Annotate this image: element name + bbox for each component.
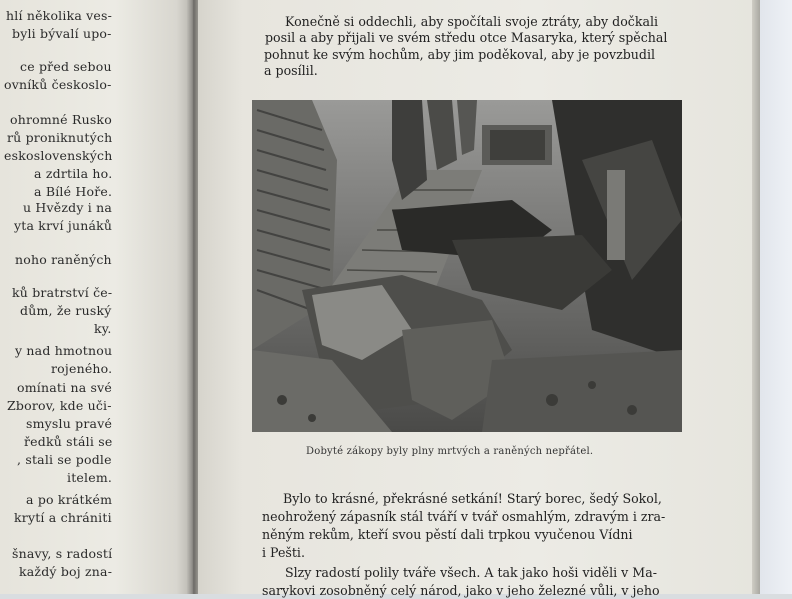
left-page-line: smyslu pravé xyxy=(26,416,113,431)
left-page-line: ků bratrství če- xyxy=(12,285,113,300)
text-line: pohnut ke svým hochům, aby jim poděkoval, aby je povzbudil xyxy=(264,47,656,62)
text-line: sarykovi zosobněný celý národ, jako v jeho železné vůli, v jeho xyxy=(262,583,660,598)
left-page-line: a Bílé Hoře. xyxy=(34,184,113,199)
left-page-line: ky. xyxy=(94,321,112,336)
text-line: neohrožený zápasník stál tváří v tvář osmahlým, zdravým i zra- xyxy=(262,509,666,524)
page-edge xyxy=(752,0,760,594)
text-line: posil a aby přijali ve svém středu otce Masaryka, který spěchal xyxy=(265,30,668,45)
left-page-line: hlí několika ves- xyxy=(6,8,113,23)
left-page-line: yta krví junáků xyxy=(14,218,113,233)
left-page-line: šnavy, s radostí xyxy=(12,546,113,561)
photo-caption: Dobyté zákopy byly plny mrtvých a raněných nepřátel. xyxy=(306,446,594,457)
left-page-text xyxy=(0,0,192,594)
left-page-line: každý boj zna- xyxy=(19,564,113,579)
left-page-line: ohromné Rusko xyxy=(10,112,112,127)
left-page-line: y nad hmotnou xyxy=(15,343,113,358)
left-page-line: u Hvězdy i na xyxy=(23,200,113,215)
left-page-line: a zdrtila ho. xyxy=(34,166,113,181)
left-page-line: noho raněných xyxy=(15,252,112,267)
left-page xyxy=(0,0,192,594)
left-page-line: ovníků českoslo- xyxy=(4,77,112,92)
left-page-line: rů proniknutých xyxy=(7,130,113,145)
left-page-line: omínati na své xyxy=(17,380,113,395)
left-page-line: dům, že ruský xyxy=(20,303,112,318)
photo-illustration xyxy=(252,100,682,432)
left-page-line: ředků stáli se xyxy=(24,434,113,449)
text-line: a posílil. xyxy=(264,63,318,78)
text-line: Konečně si oddechli, aby spočítali svoje ztráty, aby dočkali xyxy=(285,14,659,29)
trench-photograph xyxy=(252,100,682,432)
left-page-line: rojeného. xyxy=(51,361,113,376)
left-page-line: eskoslovenských xyxy=(4,148,113,163)
left-page-line: ce před sebou xyxy=(20,59,112,74)
text-line: Slzy radostí polily tváře všech. A tak jako hoši viděli v Ma- xyxy=(285,565,657,580)
left-page-line: itelem. xyxy=(67,470,113,485)
left-page-line: a po krátkém xyxy=(26,492,113,507)
left-page-line: krytí a chrániti xyxy=(14,510,112,525)
left-page-line: Zborov, kde uči- xyxy=(7,398,112,413)
text-line: i Pešti. xyxy=(262,545,305,560)
text-line: něným rekům, kteří svou pěstí dali trpkou vyučenou Vídni xyxy=(262,527,633,542)
text-line: Bylo to krásné, překrásné setkání! Starý borec, šedý Sokol, xyxy=(283,491,662,506)
left-page-line: , stali se podle xyxy=(17,452,112,467)
left-page-line: byli bývalí upo- xyxy=(12,26,112,41)
